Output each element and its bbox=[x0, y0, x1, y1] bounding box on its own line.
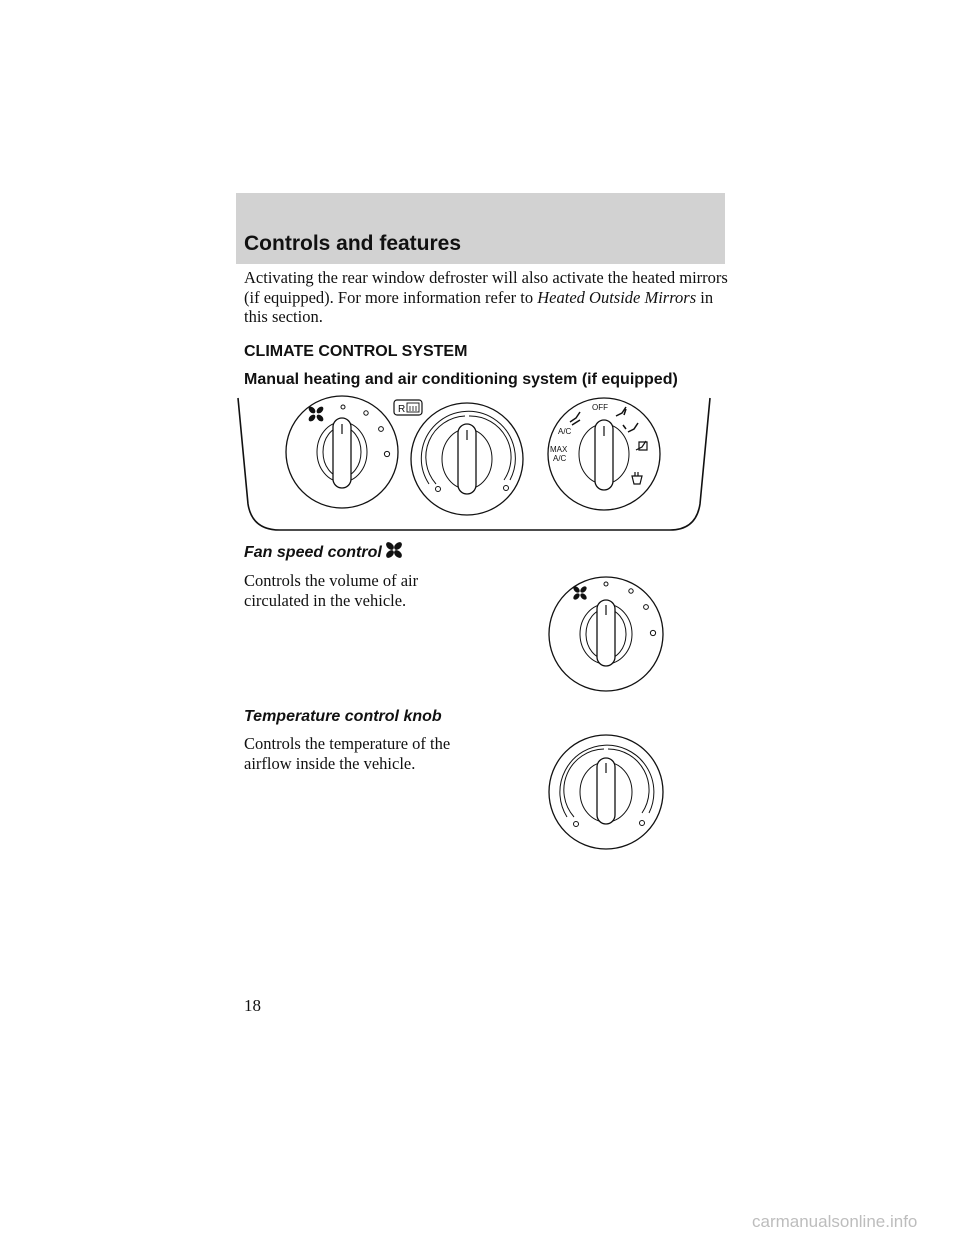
temperature-heading: Temperature control knob bbox=[244, 708, 442, 725]
max-label: MAX bbox=[550, 445, 568, 454]
off-label: OFF bbox=[592, 403, 608, 412]
defrost-mix-icon bbox=[636, 441, 647, 450]
section-heading: CLIMATE CONTROL SYSTEM bbox=[244, 343, 468, 360]
fan-icon bbox=[307, 405, 324, 422]
max-ac-label: A/C bbox=[553, 454, 567, 463]
fan-speed-title: Fan speed control bbox=[244, 544, 382, 561]
page-header-title: Controls and features bbox=[244, 232, 462, 255]
heated-mirrors-reference: Heated Outside Mirrors bbox=[537, 287, 697, 307]
fan-speed-knob-illustration bbox=[545, 573, 667, 695]
climate-control-panel-illustration bbox=[230, 392, 730, 534]
panel-fan-knob bbox=[286, 396, 398, 508]
intro-paragraph bbox=[244, 268, 734, 327]
panel-temperature-knob bbox=[411, 403, 523, 515]
temperature-knob-illustration bbox=[545, 731, 667, 853]
rear-defrost-label: R bbox=[398, 404, 406, 415]
ac-label: A/C bbox=[558, 427, 572, 436]
floor-defrost-icon bbox=[623, 423, 638, 432]
fan-icon bbox=[384, 540, 404, 560]
watermark: carmanualsonline.info bbox=[752, 1212, 918, 1231]
intro-text-after: in this section. bbox=[244, 287, 714, 326]
floor-vent-icon bbox=[616, 407, 626, 416]
rear-defrost-button bbox=[394, 400, 422, 415]
defrost-icon bbox=[632, 472, 642, 484]
vent-icon bbox=[570, 412, 580, 425]
page-number: 18 bbox=[244, 996, 261, 1015]
fan-speed-description: Controls the volume of air circulated in the vehicle. bbox=[244, 571, 419, 610]
panel-mode-knob bbox=[548, 398, 660, 510]
temperature-description: Controls the temperature of the airflow inside the vehicle. bbox=[244, 734, 451, 773]
intro-text-before: Activating the rear window defroster will also activate the heated mirrors (if equipped). For more information refer to bbox=[244, 268, 728, 307]
subsection-heading: Manual heating and air conditioning system (if equipped) bbox=[244, 371, 678, 388]
fan-speed-heading bbox=[244, 540, 404, 562]
fan-icon bbox=[572, 585, 588, 601]
